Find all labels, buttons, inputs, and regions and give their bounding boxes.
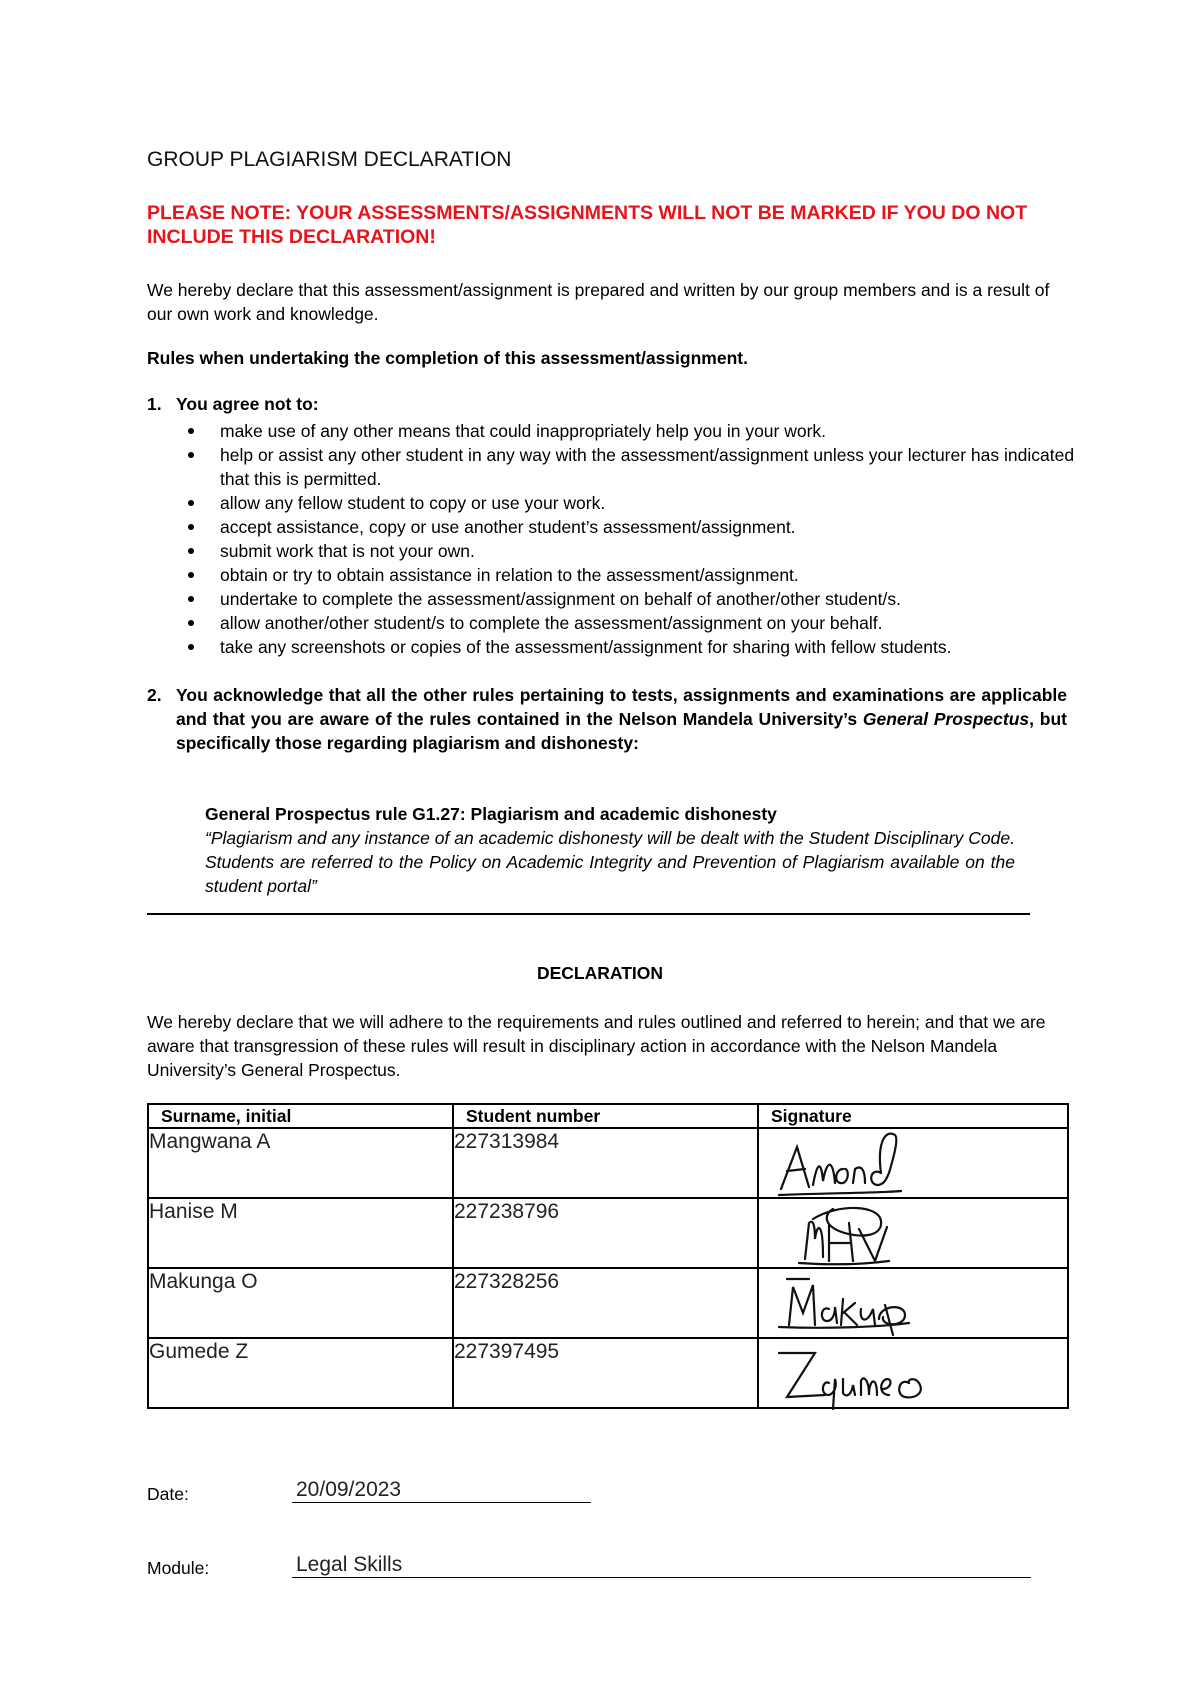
signature-image [758,1198,1068,1268]
list-item-text: help or assist any other student in any way with the assessment/assignment unless your lecturer has indicated that this is permitted. [220,445,1075,489]
section-divider [147,913,1030,915]
signature-image [758,1128,1068,1198]
rule-2-block [147,683,1067,755]
rule-1-list [188,419,1088,659]
date-label: Date: [147,1484,189,1504]
list-item-text: allow another/other student/s to complete the assessment/assignment on your behalf. [220,613,883,633]
prospectus-quote [205,802,1015,898]
quote-heading: General Prospectus rule G1.27: Plagiarism and academic dishonesty [205,804,777,824]
list-item [188,491,1088,515]
warning-notice: PLEASE NOTE: YOUR ASSESSMENTS/ASSIGNMENTS WILL NOT BE MARKED IF YOU DO NOT INCLUDE THIS DECLARATION! [147,202,1028,248]
list-item-text: accept assistance, copy or use another student’s assessment/assignment. [220,517,796,537]
list-item [188,515,1088,539]
list-item [188,539,1088,563]
list-item-text: allow any fellow student to copy or use your work. [220,493,606,513]
cell-number: 227238796 [453,1198,758,1268]
table-row [148,1268,1068,1338]
cell-number: 227313984 [453,1128,758,1198]
header-surname: Surname, initial [148,1104,453,1128]
rules-heading: Rules when undertaking the completion of this assessment/assignment. [147,348,748,368]
bullet-icon [188,644,194,650]
bullet-icon [188,596,194,602]
rule-1-heading [147,394,319,415]
list-item-text: obtain or try to obtain assistance in relation to the assessment/assignment. [220,565,799,585]
signature-scribble [769,1129,949,1201]
list-item [188,443,1088,491]
date-field[interactable]: 20/09/2023 [292,1478,591,1503]
rule-2-text-italic: General Prospectus [862,709,1030,729]
signature-scribble [769,1269,949,1341]
header-student-number: Student number [453,1104,758,1128]
quote-body: “Plagiarism and any instance of an academic dishonesty will be dealt with the Student Disciplinary Code. Students are referred to the Policy on Academic Integrity and Prevention of Plagiarism available on the student portal” [205,828,1015,896]
bullet-icon [188,572,194,578]
list-item-text: take any screenshots or copies of the assessment/assignment for sharing with fellow students. [220,637,952,657]
intro-paragraph: We hereby declare that this assessment/assignment is prepared and written by our group members and is a result of our own work and knowledge. [147,280,1050,324]
signature-table [147,1103,1069,1409]
page-title: GROUP PLAGIARISM DECLARATION [147,148,512,171]
module-label: Module: [147,1558,210,1578]
rule-1-number: 1. [147,394,162,414]
cell-name: Hanise M [148,1198,453,1268]
bullet-icon [188,548,194,554]
bullet-icon [188,620,194,626]
rule-1-heading-text: You agree not to: [176,394,319,414]
cell-number: 227328256 [453,1268,758,1338]
signature-scribble [769,1199,949,1271]
cell-name: Gumede Z [148,1338,453,1408]
list-item-text: make use of any other means that could inappropriately help you in your work. [220,421,827,441]
signature-image [758,1338,1068,1408]
list-item-text: undertake to complete the assessment/assignment on behalf of another/other student/s. [220,589,901,609]
bullet-icon [188,500,194,506]
cell-number: 227397495 [453,1338,758,1408]
module-field[interactable]: Legal Skills [292,1553,1031,1578]
table-row [148,1338,1068,1408]
rule-2-text-before: You acknowledge that all the other rules pertaining to tests, assignments and examinations are applicable and that you are aware of the rules contained in the Nelson Mandela University’s [176,685,1067,729]
bullet-icon [188,452,194,458]
header-signature: Signature [758,1104,1068,1128]
signature-image [758,1268,1068,1338]
list-item [188,563,1088,587]
cell-name: Mangwana A [148,1128,453,1198]
table-row [148,1198,1068,1268]
bullet-icon [188,524,194,530]
cell-name: Makunga O [148,1268,453,1338]
rule-2-text-after: , but specifically those regarding plagiarism and dishonesty: [176,709,1067,753]
list-item [188,635,1088,659]
list-item [188,587,1088,611]
bullet-icon [188,428,194,434]
list-item [188,419,1088,443]
table-row [148,1128,1068,1198]
table-header-row [148,1104,1068,1128]
list-item [188,611,1088,635]
signature-scribble [769,1339,949,1411]
declaration-title: DECLARATION [536,963,664,983]
list-item-text: submit work that is not your own. [220,541,475,561]
declaration-paragraph: We hereby declare that we will adhere to the requirements and rules outlined and referred to herein; and that we are aware that transgression of these rules will result in disciplinary action in accordance with the Nelson Mandela University’s General Prospectus. [147,1012,1046,1080]
rule-2-text [176,683,1067,755]
rule-2-number: 2. [147,685,162,705]
